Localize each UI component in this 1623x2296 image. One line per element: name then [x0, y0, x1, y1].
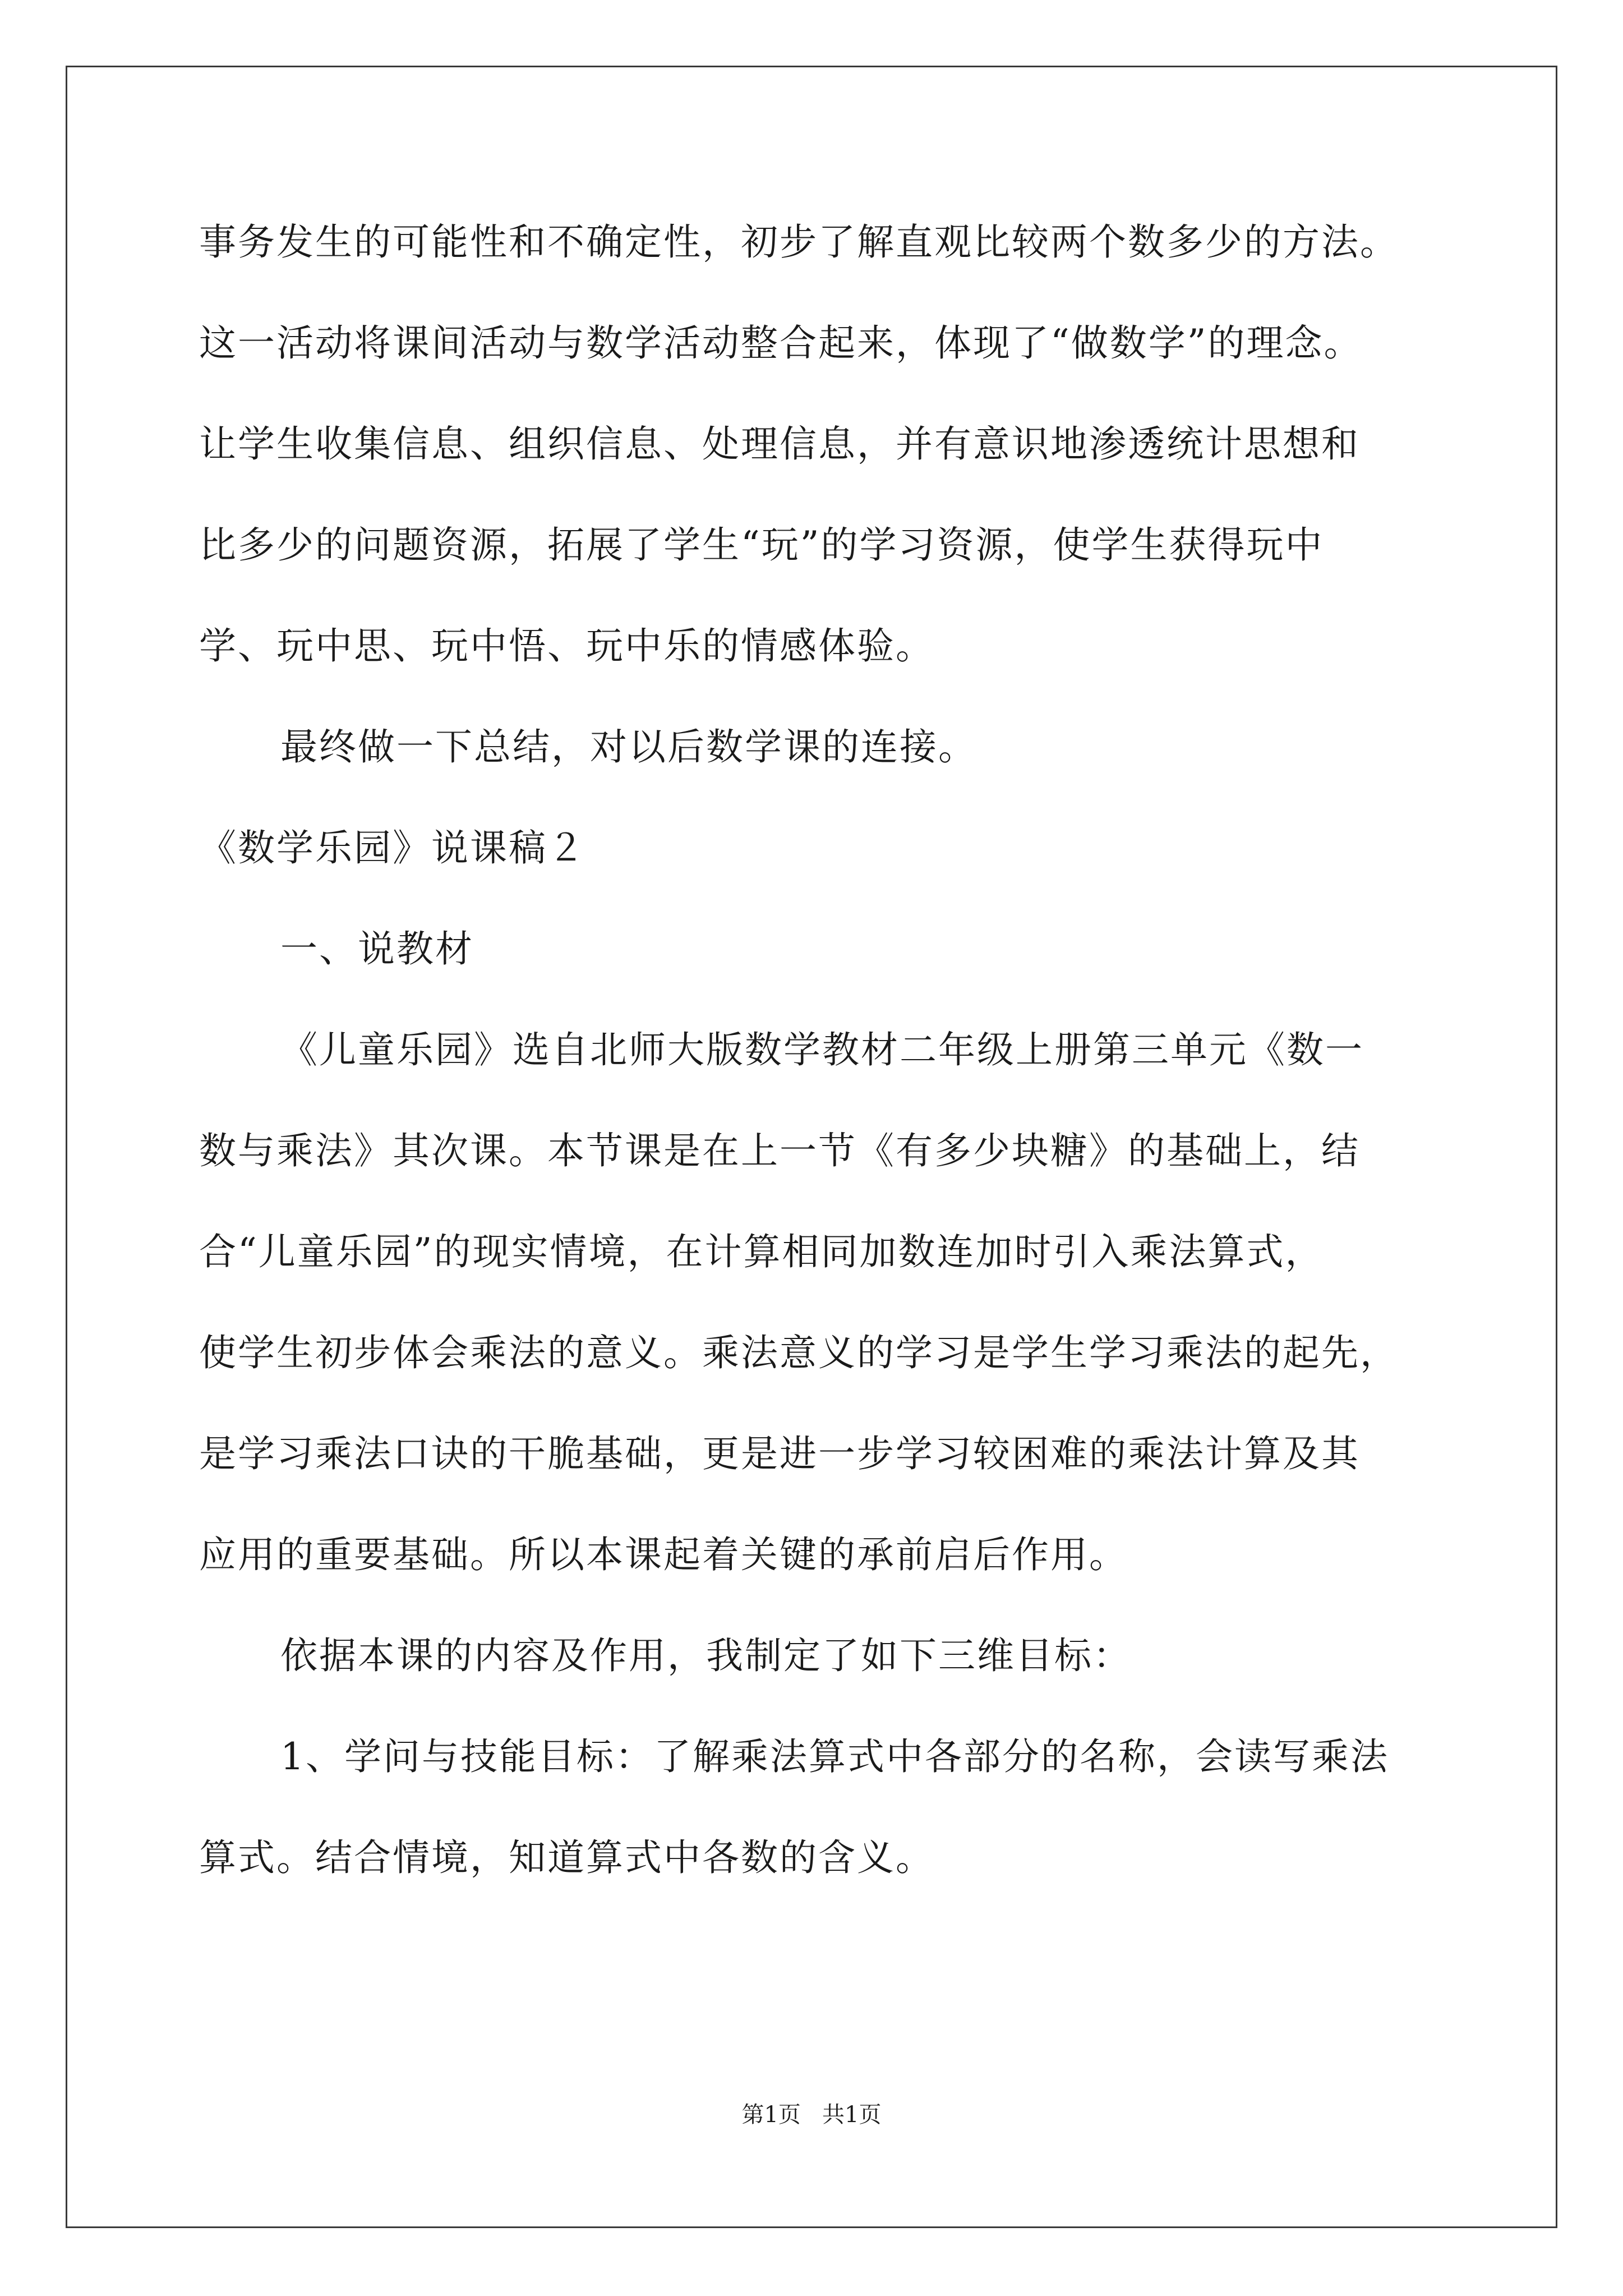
body-line: 让学生收集信息、组织信息、处理信息，并有意识地渗透统计思想和	[199, 422, 1360, 466]
body-line: 数与乘法》其次课。本节课是在上一节《有多少块糖》的基础上，结	[199, 1129, 1360, 1172]
body-line: 最终做一下总结，对以后数学课的连接。	[280, 725, 977, 769]
body-line: 1、学问与技能目标：了解乘法算式中各部分的名称，会读写乘法	[280, 1735, 1389, 1778]
body-line: 这一活动将课间活动与数学活动整合起来，体现了“做数学”的理念。	[199, 321, 1363, 365]
body-line: 依据本课的内容及作用，我制定了如下三维目标：	[280, 1634, 1132, 1677]
section-heading: 一、说教材	[280, 927, 474, 970]
body-line: 是学习乘法口诀的干脆基础，更是进一步学习较困难的乘法计算及其	[199, 1432, 1360, 1475]
body-line: 算式。结合情境，知道算式中各数的含义。	[199, 1836, 934, 1879]
body-line: 合“儿童乐园”的现实情境，在计算相同加数连加时引入乘法算式，	[199, 1230, 1324, 1273]
body-line: 比多少的问题资源，拓展了学生“玩”的学习资源，使学生获得玩中	[199, 523, 1324, 567]
body-line: 《儿童乐园》选自北师大版数学教材二年级上册第三单元《数一	[280, 1028, 1364, 1071]
body-line: 学、玩中思、玩中悟、玩中乐的情感体验。	[199, 624, 934, 668]
body-line: 使学生初步体会乘法的意义。乘法意义的学习是学生学习乘法的起先，	[199, 1331, 1399, 1374]
body-line: 应用的重要基础。所以本课起着关键的承前启后作用。	[199, 1533, 1128, 1576]
body-line: 事务发生的可能性和不确定性，初步了解直观比较两个数多少的方法。	[199, 220, 1399, 264]
page-footer: 第1页 共1页	[741, 2102, 882, 2128]
section-title: 《数学乐园》说课稿２	[199, 826, 586, 869]
